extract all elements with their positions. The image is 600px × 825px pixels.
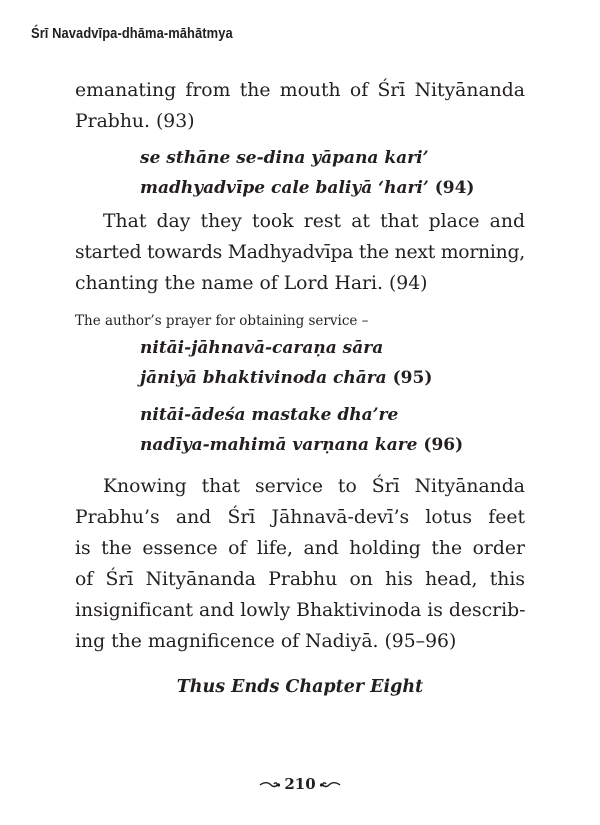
verse-number: (94) <box>434 178 475 198</box>
left-ornament-icon <box>259 775 281 795</box>
paragraph-95-96 <box>75 471 525 657</box>
right-ornament-icon <box>319 775 341 795</box>
text-line: emanating from the mouth of Śrī Nityānanda <box>75 80 525 101</box>
verse-line-final <box>140 363 540 393</box>
text-line: is the essence of life, and holding the order <box>75 538 525 559</box>
text-line: ing the magnificence of Nadiyā. (95–96) <box>75 631 457 652</box>
paragraph-93-continuation <box>75 75 525 137</box>
running-head-title: Śrī Navadvīpa-dhāma-māhātmya <box>31 25 233 42</box>
text-line: chanting the name of Lord Hari. (94) <box>75 273 428 294</box>
text-line: Prabhu’s and Śrī Jāhnavā-devī’s lotus feet <box>75 507 525 528</box>
paragraph-94 <box>75 206 525 299</box>
section-caption: The author’s prayer for obtaining service – <box>75 313 369 329</box>
text-line: Prabhu. (93) <box>75 111 195 132</box>
verse-95 <box>140 333 540 393</box>
page-footer <box>0 774 600 795</box>
text-line: That day they took rest at that place and <box>103 211 525 232</box>
text-line: insignificant and lowly Bhaktivinoda is describ- <box>75 600 526 621</box>
verse-line-final <box>140 430 540 460</box>
verse-96 <box>140 400 540 460</box>
text-line: started towards Madhyadvīpa the next morning, <box>75 242 525 263</box>
verse-line-text: jāniyā bhaktivinoda chāra <box>140 368 387 388</box>
verse-line-text: nadīya-mahimā varṇana kare <box>140 435 418 455</box>
chapter-end-heading: Thus Ends Chapter Eight <box>176 677 424 697</box>
verse-line: se sthāne se-dina yāpana kari’ <box>140 148 429 168</box>
text-line: Knowing that service to Śrī Nityānanda <box>103 476 525 497</box>
verse-line: nitāi-ādeśa mastake dha’re <box>140 405 399 425</box>
verse-line: nitāi-jāhnavā-caraṇa sāra <box>140 338 384 358</box>
page-number: 210 <box>284 775 316 793</box>
verse-94 <box>140 143 540 203</box>
verse-number: (96) <box>423 435 464 455</box>
verse-number: (95) <box>392 368 433 388</box>
verse-line-final <box>140 173 540 203</box>
text-line: of Śrī Nityānanda Prabhu on his head, this <box>75 569 525 590</box>
verse-line-text: madhyadvīpe cale baliyā ‘hari’ <box>140 178 429 198</box>
